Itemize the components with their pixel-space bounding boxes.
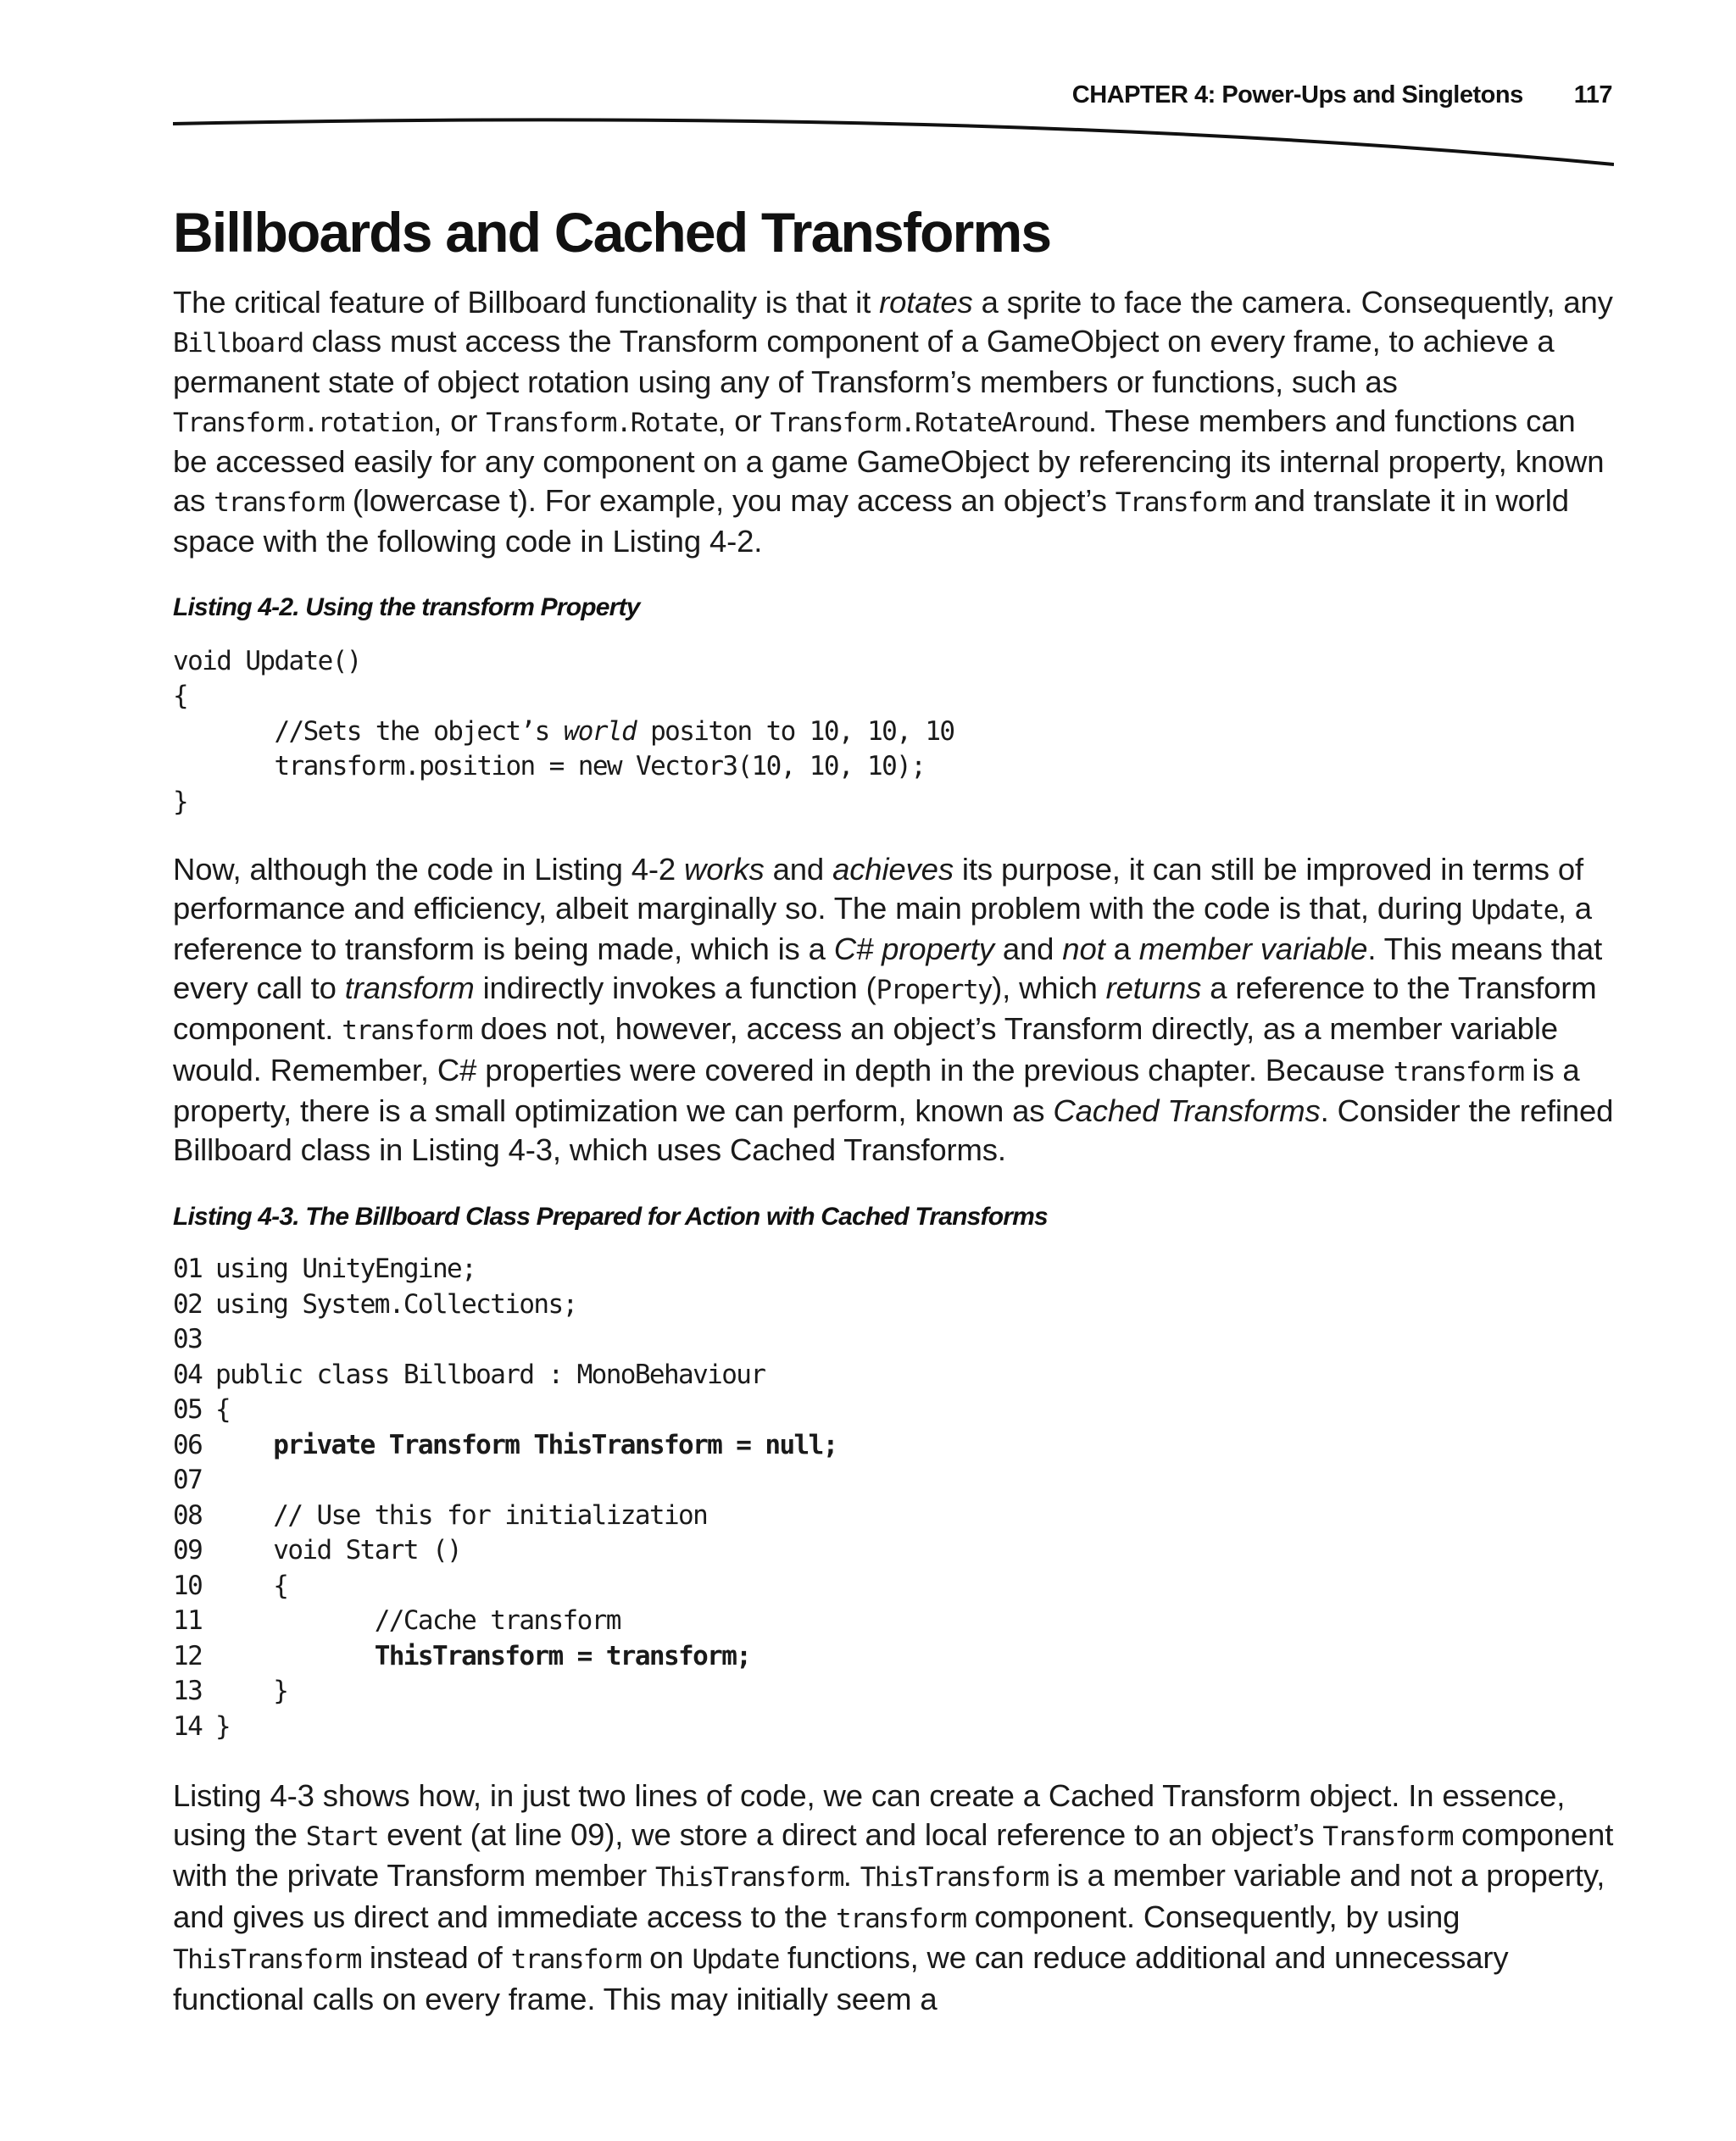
para3-inline-code: transform (836, 1903, 966, 1934)
para1-text: . These members and functions can be accessed easily for any component on a game GameObject by referencing its internal property, known as (173, 403, 1605, 518)
code-line (173, 679, 1614, 715)
para3-text: on (641, 1940, 693, 1975)
para3-inline-code: ThisTransform (860, 1862, 1049, 1893)
para3-text: instead of (360, 1940, 511, 1975)
code-line (173, 1322, 1614, 1358)
para2-text: indirectly invokes a function ( (474, 970, 876, 1005)
code-italic: world (563, 715, 637, 747)
para2-text: , a reference to transform is being made, which is a (173, 890, 1592, 966)
code-line (173, 1463, 1614, 1499)
line-number: 10 (173, 1570, 203, 1601)
code-line (173, 1604, 1614, 1639)
para3-inline-code: ThisTransform (654, 1862, 843, 1893)
para3-inline-code: Transform (1322, 1821, 1453, 1852)
code-text: { (215, 1570, 288, 1601)
para1-italic: rotates (879, 285, 973, 320)
line-number: 14 (173, 1710, 203, 1742)
code-line (173, 1358, 1614, 1393)
line-number: 11 (173, 1605, 203, 1636)
code-line (173, 1428, 1614, 1464)
code-text: public class Billboard : MonoBehaviour (215, 1359, 765, 1390)
code-text: void Update() (173, 645, 361, 676)
para2-italic: C# property (833, 931, 994, 966)
para3-text: . (843, 1858, 860, 1893)
code-line (173, 644, 1614, 680)
paragraph-cached-transform (173, 1777, 1614, 2018)
code-text: } (173, 786, 188, 817)
para2-italic: achieves (832, 852, 954, 887)
code-line (173, 1393, 1614, 1428)
para1-text: (lowercase t). For example, you may access an object’s (343, 482, 1116, 518)
para2-text: a reference to the Transform component. (173, 970, 1597, 1046)
para2-text: and (764, 852, 833, 887)
para3-inline-code: Start (305, 1821, 379, 1852)
para2-italic: member variable (1138, 931, 1368, 966)
code-bold: private Transform ThisTransform = null; (273, 1429, 837, 1460)
para3-inline-code: transform (510, 1944, 642, 1975)
line-number: 06 (173, 1429, 203, 1460)
code-text: using UnityEngine; (215, 1254, 476, 1284)
para3-inline-code: ThisTransform (173, 1944, 361, 1975)
para2-text: Now, although the code in Listing 4-2 (173, 852, 685, 887)
para3-text: functions, we can reduce additional and unnecessary functional calls on every frame. This may initially seem a (173, 1940, 1509, 2016)
line-number: 08 (173, 1499, 203, 1531)
code-text: { (215, 1394, 231, 1425)
code-text: void Start () (215, 1535, 462, 1565)
page-number: 117 (1573, 81, 1612, 108)
para2-inline-code: Property (876, 974, 993, 1005)
para2-text: its purpose, it can still be improved in terms of performance and efficiency, albeit marginally so. The main problem with the code is that, during (173, 852, 1584, 926)
code-text (215, 1430, 273, 1460)
para2-inline-code: transform (1393, 1056, 1524, 1087)
listing-4-2-code (173, 644, 1614, 820)
para1-inline-code: Transform (1115, 487, 1246, 518)
para1-text: class must access the Transform component of a GameObject on every frame, to achieve a permanent state of object rotation using any of Transform’s members or functions, such as (173, 323, 1555, 399)
code-text: transform.position = new Vector3(10, 10, 10); (173, 751, 926, 781)
code-line (173, 1710, 1614, 1745)
code-text: { (173, 681, 188, 711)
para2-text: . Consider the refined Billboard class in Listing 4-3, which uses Cached Transforms. (173, 1093, 1614, 1167)
code-line (173, 1639, 1614, 1675)
line-number: 04 (173, 1359, 203, 1390)
para3-inline-code: Update (692, 1944, 779, 1975)
page-content (173, 197, 1614, 2018)
para1-text: a sprite to face the camera. Consequently, any (972, 285, 1613, 320)
para1-inline-code: Billboard (173, 327, 303, 359)
chapter-title: CHAPTER 4: Power-Ups and Singletons (1071, 81, 1523, 108)
code-line (173, 749, 1614, 785)
line-number: 05 (173, 1394, 203, 1425)
para2-italic: returns (1105, 970, 1202, 1005)
code-line (173, 1674, 1614, 1710)
para1-inline-code: Transform.RotateAround (770, 407, 1088, 438)
code-line (173, 1252, 1614, 1287)
code-text: positon to 10, 10, 10 (636, 715, 954, 747)
para1-inline-code: Transform.rotation (173, 407, 434, 438)
para2-text: and (993, 931, 1063, 966)
para3-text: is a member variable and not a property, and gives us direct and immediate access to the (173, 1858, 1605, 1934)
para2-italic: not (1062, 931, 1105, 966)
para2-text: does not, however, access an object’s Transform directly, as a member variable would. Remember, C# properties were covered in depth in the previous chapter. Because (173, 1011, 1558, 1087)
para3-text: Listing 4-3 shows how, in just two lines of code, we can create a Cached Transform object. In essence, using the (173, 1778, 1566, 1852)
line-number: 13 (173, 1676, 203, 1706)
listing-4-3-code (173, 1252, 1614, 1744)
line-number: 02 (173, 1288, 203, 1320)
para1-text: , or (717, 403, 771, 438)
line-number: 09 (173, 1535, 203, 1565)
code-line (173, 1287, 1614, 1323)
line-number: 12 (173, 1640, 203, 1671)
code-line (173, 785, 1614, 820)
para3-text: event (at line 09), we store a direct and local reference to an object’s (378, 1816, 1323, 1852)
para1-text: The critical feature of Billboard functionality is that it (173, 285, 880, 320)
code-text: } (215, 1676, 288, 1706)
section-title: Billboards and Cached Transforms (173, 201, 1051, 264)
code-line (173, 715, 1614, 750)
para2-text: ), which (992, 970, 1106, 1005)
para1-inline-code: Transform.Rotate (486, 407, 718, 438)
para2-italic: Cached Transforms (1053, 1093, 1321, 1128)
line-number: 01 (173, 1254, 203, 1284)
para3-text: component. Consequently, by using (965, 1899, 1461, 1934)
para1-text: and translate it in world space with the following code in Listing 4-2. (173, 482, 1569, 559)
para2-italic: works (684, 852, 765, 887)
code-bold: ThisTransform = transform; (374, 1640, 751, 1671)
paragraph-intro (173, 283, 1614, 561)
para2-inline-code: Update (1471, 894, 1558, 926)
listing-4-3-caption: Listing 4-3. The Billboard Class Prepared for Action with Cached Transforms (173, 1203, 1048, 1231)
para2-inline-code: transform (342, 1015, 472, 1046)
code-text: using System.Collections; (215, 1288, 577, 1320)
code-text: } (215, 1710, 231, 1742)
para2-text: is a property, there is a small optimization we can perform, known as (173, 1052, 1580, 1128)
code-line (173, 1569, 1614, 1604)
listing-4-2-caption: Listing 4-2. Using the transform Property (173, 592, 640, 621)
paragraph-performance (173, 850, 1614, 1169)
code-text: //Sets the object’s (173, 715, 564, 747)
para2-text: a (1104, 931, 1139, 966)
code-text: //Cache transform (215, 1605, 620, 1636)
para1-inline-code: transform (214, 487, 344, 518)
line-number: 07 (173, 1465, 203, 1495)
para3-text: component with the private Transform member (173, 1816, 1614, 1893)
header-rule (173, 112, 1614, 171)
para2-italic: transform (344, 970, 475, 1005)
para2-text: . This means that every call to (173, 931, 1603, 1005)
line-number: 03 (173, 1324, 203, 1354)
code-text: // Use this for initialization (215, 1499, 708, 1531)
code-text (215, 1641, 375, 1671)
running-head (1072, 81, 1612, 109)
code-line (173, 1533, 1614, 1569)
para1-text: , or (433, 403, 487, 438)
code-line (173, 1499, 1614, 1534)
